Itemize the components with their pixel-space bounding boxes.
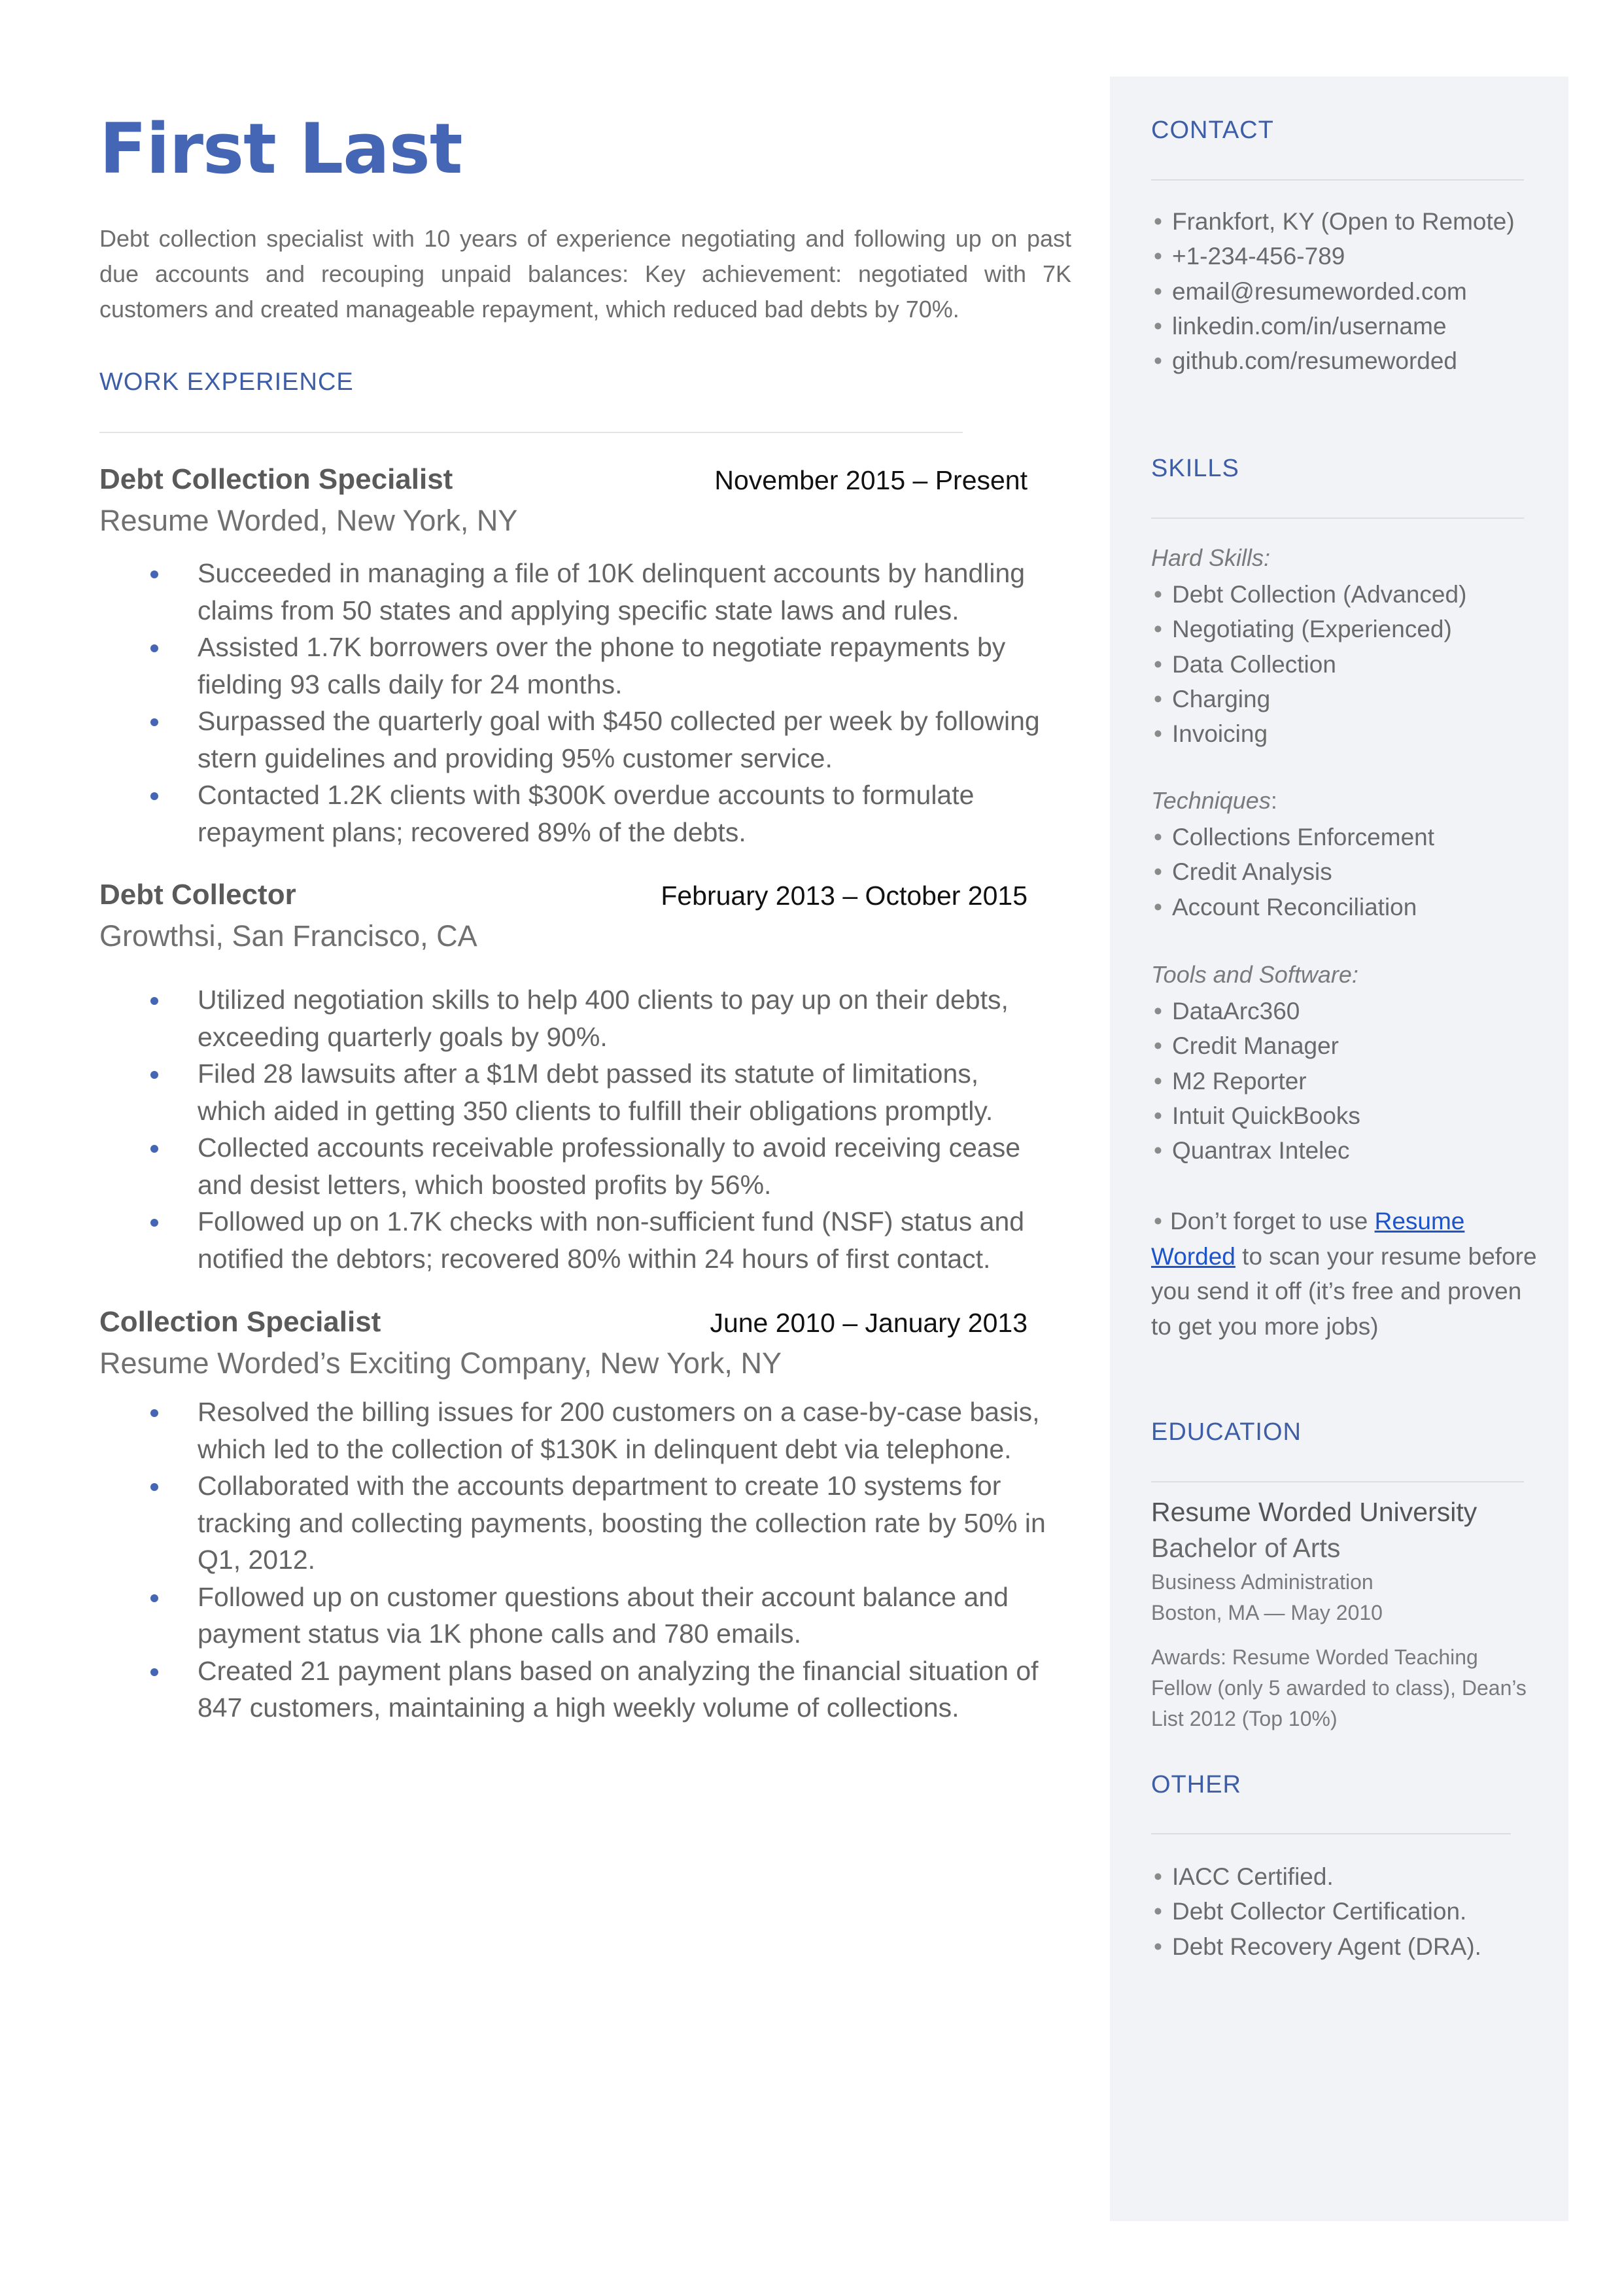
contact-list bbox=[1151, 204, 1515, 378]
bullet-dot-icon: • bbox=[1154, 1137, 1162, 1165]
bullet-dot-icon: • bbox=[1154, 312, 1162, 340]
bullet-dot-icon: • bbox=[1154, 581, 1162, 608]
bullet-dot-icon: • bbox=[1154, 1933, 1162, 1960]
bullet-dot-icon bbox=[150, 570, 158, 578]
list-item: • Intuit QuickBooks bbox=[1151, 1098, 1360, 1133]
education-location-date: Boston, MA — May 2010 bbox=[1151, 1601, 1383, 1624]
list-item: • M2 Reporter bbox=[1151, 1064, 1360, 1098]
hard-skills-list bbox=[1151, 577, 1466, 751]
contact-email[interactable]: • email@resumeworded.com bbox=[1151, 274, 1515, 309]
bullet-dot-icon: • bbox=[1154, 650, 1162, 678]
bullet-dot-icon bbox=[150, 1483, 158, 1491]
bullet-dot-icon bbox=[150, 718, 158, 726]
job-title: Collection Specialist bbox=[99, 1306, 381, 1338]
other-divider bbox=[1151, 1833, 1511, 1834]
techniques-list bbox=[1151, 820, 1434, 924]
bullet-dot-icon bbox=[150, 1071, 158, 1079]
list-item: Followed up on 1.7K checks with non-sufficient fund (NSF) status and notified the debtors; recovered 80% within 24 hours of first contact. bbox=[150, 1203, 1046, 1277]
contact-linkedin[interactable]: • linkedin.com/in/username bbox=[1151, 309, 1515, 343]
job-company: Resume Worded, New York, NY bbox=[99, 504, 518, 537]
list-item: • Data Collection bbox=[1151, 647, 1466, 682]
bullet-dot-icon: • bbox=[1154, 893, 1162, 920]
bullet-dot-icon: • bbox=[1154, 1898, 1162, 1925]
contact-heading: CONTACT bbox=[1151, 116, 1274, 144]
job-title: Debt Collection Specialist bbox=[99, 463, 453, 495]
bullet-dot-icon: • bbox=[1154, 347, 1162, 375]
bullet-dot-icon: • bbox=[1154, 1032, 1162, 1060]
work-divider bbox=[99, 432, 963, 433]
job-company: Resume Worded’s Exciting Company, New York, NY bbox=[99, 1346, 782, 1380]
job-bullets bbox=[150, 981, 1046, 1277]
bullet-dot-icon bbox=[150, 1219, 158, 1227]
list-item: • Credit Analysis bbox=[1151, 854, 1434, 889]
job-dates: June 2010 – January 2013 bbox=[710, 1308, 1028, 1338]
bullet-dot-icon: • bbox=[1154, 998, 1162, 1025]
list-item: • Collections Enforcement bbox=[1151, 820, 1434, 854]
list-item: Collected accounts receivable professionally to avoid receiving cease and desist letters, which boosted profits by 56%. bbox=[150, 1129, 1046, 1203]
bullet-dot-icon bbox=[150, 1594, 158, 1602]
bullet-dot-icon: • bbox=[1154, 277, 1162, 305]
list-item: Surpassed the quarterly goal with $450 collected per week by following stern guidelines and providing 95% customer service. bbox=[150, 703, 1046, 777]
list-item: • Credit Manager bbox=[1151, 1028, 1360, 1063]
bullet-dot-icon: • bbox=[1154, 720, 1162, 748]
bullet-dot-icon: • bbox=[1154, 208, 1162, 235]
job-bullets bbox=[150, 1393, 1046, 1726]
hard-skills-label: Hard Skills: bbox=[1151, 544, 1271, 571]
bullet-dot-icon bbox=[150, 997, 158, 1005]
list-item: • Invoicing bbox=[1151, 716, 1466, 751]
candidate-name: First Last bbox=[99, 109, 462, 189]
bullet-dot-icon: • bbox=[1154, 1102, 1162, 1129]
list-item: Created 21 payment plans based on analyzing the financial situation of 847 customers, maintaining a high weekly volume of collections. bbox=[150, 1653, 1046, 1726]
contact-divider bbox=[1151, 179, 1524, 181]
list-item: Collaborated with the accounts department to create 10 systems for tracking and collecting payments, boosting the collection rate by 50% in Q1, 2012. bbox=[150, 1467, 1046, 1579]
bullet-dot-icon bbox=[150, 792, 158, 800]
bullet-dot-icon bbox=[150, 1145, 158, 1153]
work-experience-heading: WORK EXPERIENCE bbox=[99, 368, 354, 396]
job-dates: November 2015 – Present bbox=[714, 465, 1028, 495]
bullet-dot-icon: • bbox=[1154, 1208, 1162, 1235]
bullet-dot-icon bbox=[150, 1668, 158, 1676]
education-awards: Awards: Resume Worded Teaching Fellow (only 5 awarded to class), Dean’s List 2012 (Top 10%) bbox=[1151, 1645, 1527, 1730]
techniques-label: Techniques: bbox=[1151, 787, 1277, 814]
list-item: Succeeded in managing a file of 10K delinquent accounts by handling claims from 50 states and applying specific state laws and rules. bbox=[150, 555, 1046, 629]
resume-tip: • Don’t forget to use Resume Worded to scan your resume before you send it off (it’s free and proven to get you more jobs) bbox=[1151, 1208, 1537, 1340]
list-item: Utilized negotiation skills to help 400 clients to pay up on their debts, exceeding quarterly goals by 90%. bbox=[150, 981, 1046, 1055]
job-company: Growthsi, San Francisco, CA bbox=[99, 919, 477, 953]
job-dates: February 2013 – October 2015 bbox=[661, 881, 1028, 911]
contact-phone[interactable]: • +1-234-456-789 bbox=[1151, 239, 1515, 273]
list-item: Resolved the billing issues for 200 customers on a case-by-case basis, which led to the collection of $130K in delinquent debt via telephone. bbox=[150, 1393, 1046, 1467]
resume-worded-link[interactable]: Resume Worded bbox=[1151, 1208, 1465, 1270]
education-divider bbox=[1151, 1481, 1524, 1482]
summary-paragraph: Debt collection specialist with 10 years of experience negotiating and following up on past due accounts and recouping unpaid balances: Key achievement: negotiated with 7K customers and created manageable repayment, which reduced bad debts by 70%. bbox=[99, 225, 1071, 323]
job-bullets bbox=[150, 555, 1046, 850]
list-item: • Negotiating (Experienced) bbox=[1151, 612, 1466, 646]
other-heading: OTHER bbox=[1151, 1771, 1241, 1798]
education-heading: EDUCATION bbox=[1151, 1418, 1302, 1446]
tools-list bbox=[1151, 994, 1360, 1168]
contact-github[interactable]: • github.com/resumeworded bbox=[1151, 343, 1515, 378]
bullet-dot-icon: • bbox=[1154, 824, 1162, 850]
list-item: • Quantrax Intelec bbox=[1151, 1133, 1360, 1168]
list-item: • Debt Collector Certification. bbox=[1151, 1894, 1481, 1929]
list-item: Followed up on customer questions about their account balance and payment status via 1K phone calls and 780 emails. bbox=[150, 1579, 1046, 1653]
bullet-dot-icon: • bbox=[1154, 243, 1162, 270]
bullet-dot-icon: • bbox=[1154, 1067, 1162, 1095]
list-item: • Account Reconciliation bbox=[1151, 890, 1434, 924]
list-item: Filed 28 lawsuits after a $1M debt passed its statute of limitations, which aided in getting 350 clients to fulfill their obligations promptly. bbox=[150, 1055, 1046, 1129]
degree: Bachelor of Arts bbox=[1151, 1533, 1341, 1563]
bullet-dot-icon: • bbox=[1154, 685, 1162, 712]
bullet-dot-icon bbox=[150, 1409, 158, 1417]
list-item: • DataArc360 bbox=[1151, 994, 1360, 1028]
skills-heading: SKILLS bbox=[1151, 455, 1239, 482]
bullet-dot-icon bbox=[150, 644, 158, 652]
tools-label: Tools and Software: bbox=[1151, 961, 1358, 988]
skills-divider bbox=[1151, 517, 1524, 519]
bullet-dot-icon: • bbox=[1154, 616, 1162, 643]
field-of-study: Business Administration bbox=[1151, 1570, 1373, 1594]
contact-location: • Frankfort, KY (Open to Remote) bbox=[1151, 204, 1515, 239]
bullet-dot-icon: • bbox=[1154, 858, 1162, 886]
university-name: Resume Worded University bbox=[1151, 1497, 1477, 1527]
bullet-dot-icon: • bbox=[1154, 1863, 1162, 1890]
list-item: Contacted 1.2K clients with $300K overdue accounts to formulate repayment plans; recovered 89% of the debts. bbox=[150, 777, 1046, 850]
list-item: • Charging bbox=[1151, 682, 1466, 716]
list-item: • Debt Recovery Agent (DRA). bbox=[1151, 1929, 1481, 1964]
list-item: • Debt Collection (Advanced) bbox=[1151, 577, 1466, 612]
other-list bbox=[1151, 1859, 1481, 1964]
list-item: • IACC Certified. bbox=[1151, 1859, 1481, 1894]
job-title: Debt Collector bbox=[99, 879, 296, 911]
list-item: Assisted 1.7K borrowers over the phone to negotiate repayments by fielding 93 calls daily for 24 months. bbox=[150, 629, 1046, 703]
